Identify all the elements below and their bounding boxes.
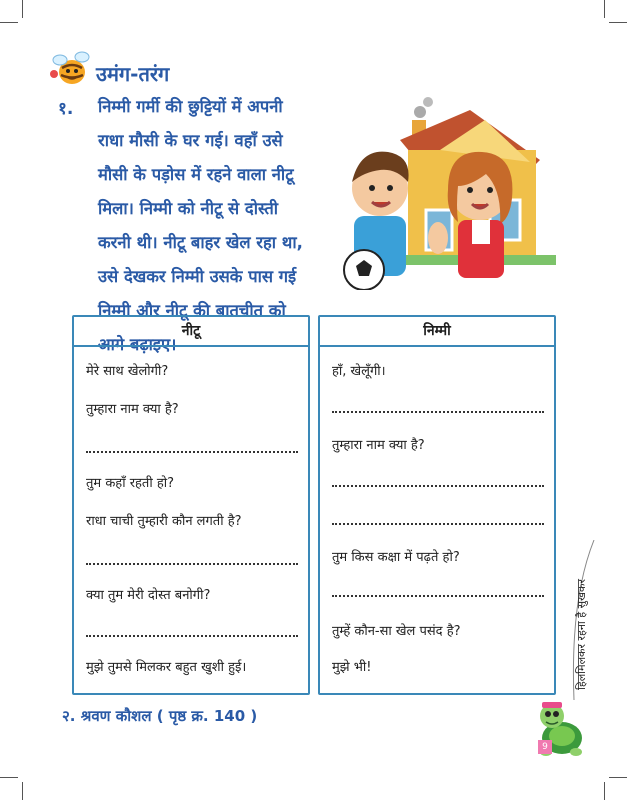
question-line: मिला। निम्मी को नीटू से दोस्ती bbox=[98, 199, 279, 218]
nitu-heading: नीटू bbox=[74, 317, 308, 347]
question-line: निम्मी गर्मी की छुट्टियों में अपनी bbox=[98, 97, 283, 116]
nimmi-dialogue-box bbox=[318, 315, 556, 695]
question-line: उसे देखकर निम्मी उसके पास गई bbox=[98, 267, 297, 286]
section-title: उमंग-तरंग bbox=[96, 62, 170, 86]
dialogue-line: मुझे तुमसे मिलकर बहुत खुशी हुई। bbox=[86, 660, 247, 675]
crop-mark bbox=[609, 777, 627, 778]
children-house-illustration bbox=[340, 90, 570, 290]
dialogue-line: तुम्हारा नाम क्या है? bbox=[332, 438, 425, 453]
answer-blank[interactable] bbox=[332, 523, 544, 525]
sidebar-motto: हिलमिलकर रहना है सुखकर bbox=[575, 579, 588, 690]
dialogue-line: क्या तुम मेरी दोस्त बनोगी? bbox=[86, 588, 211, 603]
dialogue-line: तुम कहाँ रहती हो? bbox=[86, 476, 175, 491]
dialogue-line: राधा चाची तुम्हारी कौन लगती है? bbox=[86, 514, 242, 529]
bee-icon bbox=[48, 46, 96, 94]
crop-mark bbox=[604, 782, 605, 800]
crop-mark bbox=[0, 777, 18, 778]
dialogue-line: हाँ, खेलूँगी। bbox=[332, 364, 386, 379]
crop-mark bbox=[22, 0, 23, 18]
dialogue-line: तुम किस कक्षा में पढ़ते हो? bbox=[332, 550, 460, 565]
dialogue-line: तुम्हारा नाम क्या है? bbox=[86, 402, 179, 417]
crop-mark bbox=[22, 782, 23, 800]
page-number: 9 bbox=[538, 740, 552, 754]
dialogue-line: मेरे साथ खेलोगी? bbox=[86, 364, 169, 379]
crop-mark bbox=[609, 22, 627, 23]
question-line: निम्मी और नीटू की बातचीत को bbox=[98, 301, 286, 320]
question-2-text: २. श्रवण कौशल ( पृष्ठ क्र. 140 ) bbox=[62, 707, 258, 725]
answer-blank[interactable] bbox=[86, 563, 298, 565]
dialogue-line: तुम्हें कौन-सा खेल पसंद है? bbox=[332, 624, 461, 639]
question-line: करनी थी। नीटू बाहर खेल रहा था, bbox=[98, 233, 303, 252]
answer-blank[interactable] bbox=[332, 485, 544, 487]
question-line: मौसी के पड़ोस में रहने वाला नीटू bbox=[98, 165, 294, 184]
nitu-dialogue-box bbox=[72, 315, 310, 695]
answer-blank[interactable] bbox=[86, 635, 298, 637]
answer-blank[interactable] bbox=[332, 411, 544, 413]
answer-blank[interactable] bbox=[332, 595, 544, 597]
question-number: १. bbox=[58, 99, 74, 119]
crop-mark bbox=[0, 22, 18, 23]
answer-blank[interactable] bbox=[86, 451, 298, 453]
question-line: राधा मौसी के घर गई। वहाँ उसे bbox=[98, 131, 283, 150]
question-line: आगे बढ़ाइए। bbox=[98, 335, 177, 354]
nimmi-heading: निम्मी bbox=[320, 317, 554, 347]
crop-mark bbox=[604, 0, 605, 18]
dialogue-line: मुझे भी! bbox=[332, 660, 372, 675]
